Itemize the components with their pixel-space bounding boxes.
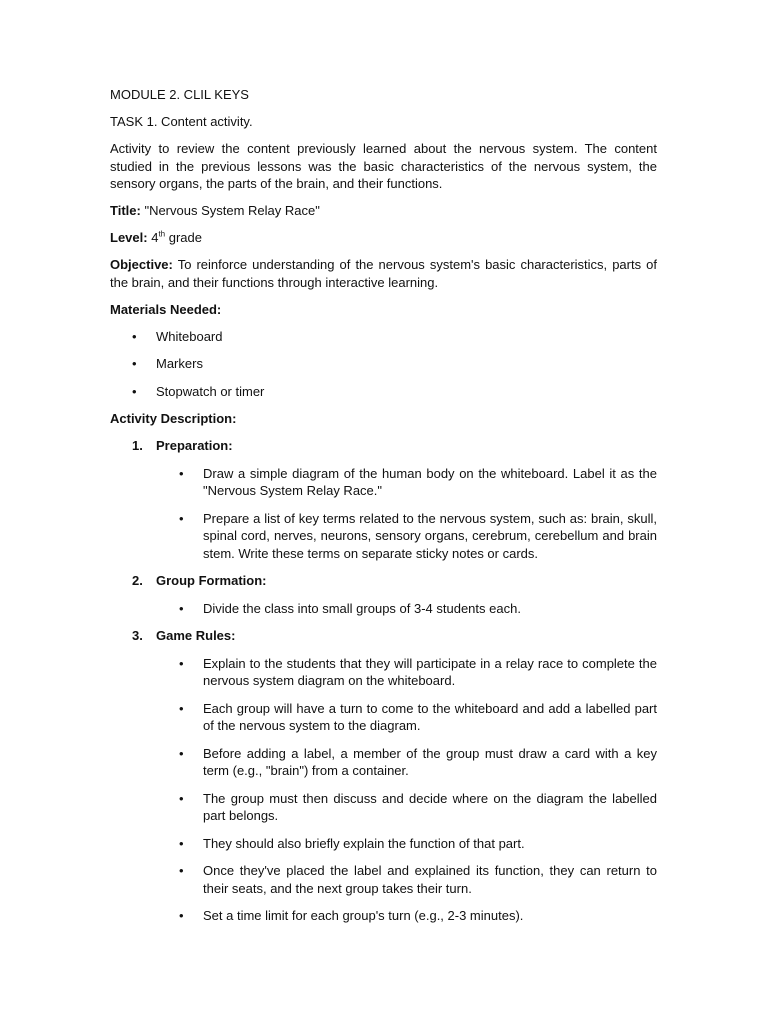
- step-number: 2.: [132, 573, 143, 588]
- step-item: [110, 627, 657, 925]
- step-heading: Group Formation:: [156, 573, 267, 588]
- objective-value: To reinforce understanding of the nervous system's basic characteristics, parts of the brain, and their functions through interactive learning.: [110, 257, 657, 290]
- level-label: Level:: [110, 230, 148, 245]
- step-item: [110, 437, 657, 562]
- objective-label: Objective:: [110, 257, 173, 272]
- list-item: • Before adding a label, a member of the group must draw a card with a key term (e.g., "brain") from a container.: [179, 745, 657, 778]
- list-item: • Stopwatch or timer: [132, 383, 265, 399]
- bullet-icon: •: [132, 328, 137, 344]
- list-item: • Markers: [132, 356, 203, 371]
- list-item: • Divide the class into small groups of 3-4 students each.: [179, 600, 521, 616]
- step-number: 3.: [132, 628, 143, 643]
- step-heading: Game Rules:: [156, 628, 236, 643]
- list-item: • Prepare a list of key terms related to the nervous system, such as: brain, skull, spinal cord, nerves, neurons, sensory organs, cerebrum, cerebellum and brain stem. Write these terms on separate sticky notes or cards.: [179, 510, 657, 561]
- document-page: [110, 86, 657, 935]
- title-label: Title:: [110, 203, 141, 218]
- level-line: [110, 229, 657, 247]
- level-rest: grade: [168, 230, 202, 245]
- materials-list: [110, 328, 657, 401]
- bullet-icon: •: [179, 790, 184, 806]
- intro-paragraph: Activity to review the content previously learned about the nervous system. The content studied in the previous lessons was the basic characteristics of the nervous system, the sensory organs, the parts of the brain, and their functions.: [110, 141, 657, 191]
- list-item: • The group must then discuss and decide where on the diagram the labelled part belongs.: [179, 790, 657, 823]
- activity-heading: Activity Description:: [110, 411, 237, 426]
- bullet-icon: •: [179, 863, 184, 878]
- bullet-icon: •: [132, 356, 137, 371]
- step-sublist: [110, 655, 657, 925]
- list-item: • Each group will have a turn to come to the whiteboard and add a labelled part of the nervous system to the diagram.: [179, 700, 657, 733]
- bullet-icon: •: [179, 700, 184, 716]
- bullet-icon: •: [179, 908, 184, 923]
- list-item: • Whiteboard: [132, 328, 223, 344]
- step-number: 1.: [132, 438, 143, 453]
- level-number: 4: [151, 230, 159, 245]
- list-item: • Set a time limit for each group's turn (e.g., 2-3 minutes).: [179, 908, 524, 923]
- list-item: • Once they've placed the label and explained its function, they can return to their seats, and the next group takes their turn.: [179, 863, 657, 896]
- bullet-icon: •: [132, 383, 137, 399]
- bullet-icon: •: [179, 745, 184, 761]
- bullet-icon: •: [179, 600, 184, 616]
- activity-steps: [110, 437, 657, 925]
- title-line: [110, 202, 657, 220]
- task-title: TASK 1. Content activity.: [110, 114, 253, 129]
- bullet-icon: •: [179, 510, 184, 526]
- bullet-icon: •: [179, 655, 184, 671]
- list-item: • Explain to the students that they will participate in a relay race to complete the nervous system diagram on the whiteboard.: [179, 655, 657, 688]
- materials-heading: Materials Needed:: [110, 301, 222, 317]
- objective-line: [110, 256, 657, 291]
- step-sublist: [110, 465, 657, 563]
- bullet-icon: •: [179, 835, 184, 851]
- list-item: • Draw a simple diagram of the human body on the whiteboard. Label it as the "Nervous System Relay Race.": [179, 465, 657, 498]
- module-title: MODULE 2. CLIL KEYS: [110, 87, 249, 102]
- bullet-icon: •: [179, 465, 184, 481]
- step-heading: Preparation:: [156, 438, 233, 453]
- step-sublist: [110, 600, 657, 618]
- title-value: "Nervous System Relay Race": [144, 203, 320, 218]
- level-suffix: th: [158, 229, 166, 239]
- list-item: • They should also briefly explain the function of that part.: [179, 835, 525, 851]
- step-item: [110, 572, 657, 617]
